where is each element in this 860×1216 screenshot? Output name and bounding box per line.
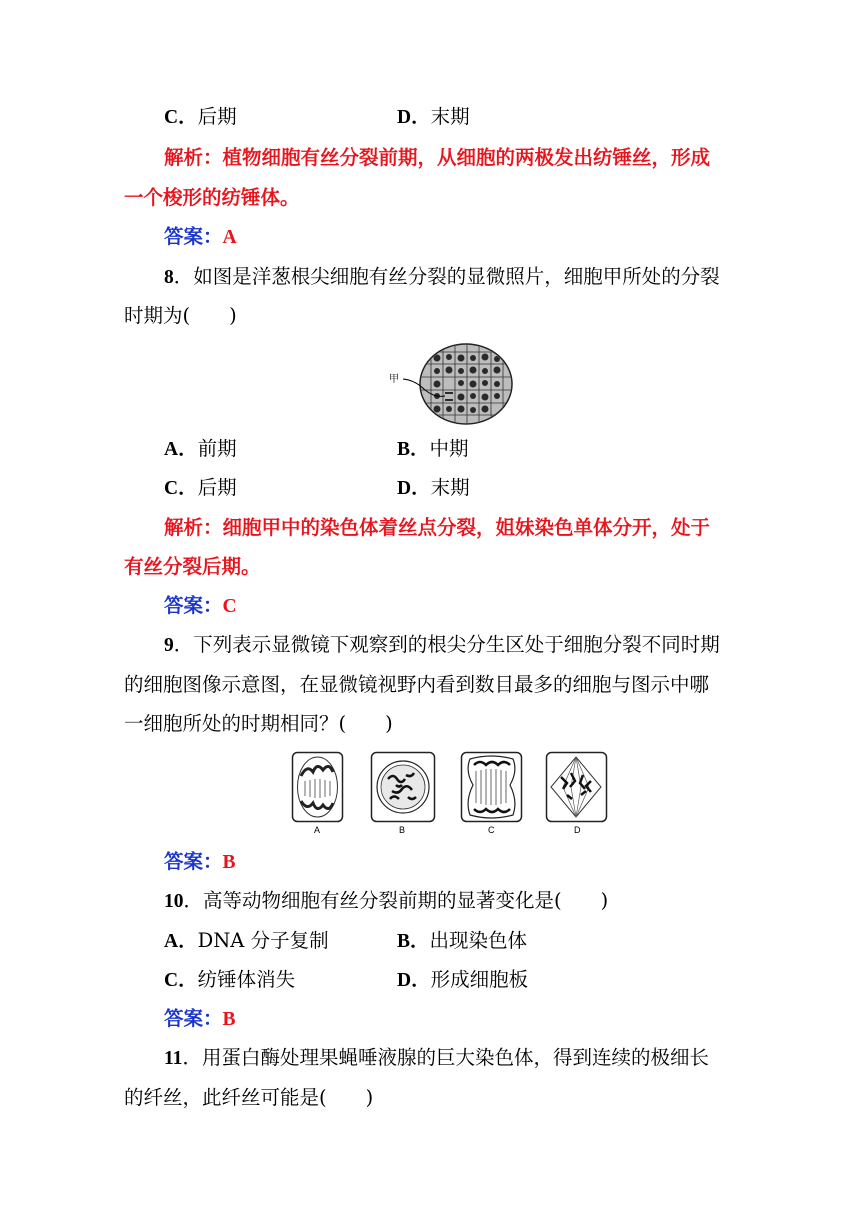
q10-answer bbox=[164, 1006, 236, 1033]
q9-stem-line2: 的细胞图像示意图，在显微镜视野内看到数目最多的细胞与图示中哪 bbox=[124, 673, 710, 696]
q8-option-d-text: 末期 bbox=[430, 476, 470, 499]
q10-option-c-text: 纺锤体消失 bbox=[197, 968, 296, 991]
q11-number: 11 bbox=[164, 1048, 183, 1069]
q10-option-d-text: 形成细胞板 bbox=[430, 968, 529, 991]
q10-answer-label: 答案： bbox=[164, 1007, 223, 1030]
q8-number: 8 bbox=[164, 267, 174, 288]
q9-figure-c-label: C bbox=[488, 825, 495, 835]
q9-stem-text1: ．下列表示显微镜下观察到的根尖分生区处于细胞分裂不同时期 bbox=[173, 633, 720, 656]
q7-analysis-text1: 植物细胞有丝分裂前期，从细胞的两极发出纺锤丝，形成 bbox=[222, 146, 711, 169]
q10-option-a-text: DNA 分子复制 bbox=[197, 929, 329, 952]
q11-stem-line1 bbox=[164, 1045, 709, 1072]
q8-option-b-text: 中期 bbox=[429, 437, 469, 460]
q10-option-b bbox=[397, 928, 527, 955]
q9-figure-b-label: B bbox=[399, 825, 406, 835]
q10-number: 10 bbox=[164, 891, 184, 912]
q8-analysis-line2: 有丝分裂后期。 bbox=[124, 555, 261, 578]
q7-option-d-letter: D． bbox=[397, 107, 431, 128]
q8-figure-label: 甲 bbox=[389, 374, 399, 385]
q9-figure-d-cell bbox=[545, 751, 608, 823]
q9-stem-line1 bbox=[164, 632, 720, 659]
q7-analysis-line1 bbox=[164, 145, 710, 171]
q11-stem-line2: 的纤丝，此纤丝可能是( ) bbox=[124, 1086, 374, 1109]
onion-root-tip-micrograph bbox=[385, 342, 515, 428]
q8-option-a-text: 前期 bbox=[197, 437, 237, 460]
q8-stem-text1: ．如图是洋葱根尖细胞有丝分裂的显微照片，细胞甲所处的分裂 bbox=[173, 265, 720, 288]
q10-option-a bbox=[164, 928, 329, 955]
q7-analysis-label: 解析： bbox=[164, 146, 223, 169]
q9-stem-line3: 一细胞所处的时期相同？( ) bbox=[124, 712, 393, 735]
q8-answer-value: C bbox=[222, 596, 237, 617]
q8-analysis-label: 解析： bbox=[164, 516, 223, 539]
q10-option-b-text: 出现染色体 bbox=[429, 929, 528, 952]
q9-figure-a-cell bbox=[291, 751, 344, 823]
q7-option-c-letter: C． bbox=[164, 107, 198, 128]
q10-option-a-letter: A． bbox=[164, 931, 198, 952]
q10-stem-text: ．高等动物细胞有丝分裂前期的显著变化是( ) bbox=[183, 889, 609, 912]
q7-answer-value: A bbox=[222, 227, 237, 248]
q9-figure-b-cell bbox=[370, 751, 436, 823]
q7-answer-label: 答案： bbox=[164, 225, 223, 248]
q9-answer-value: B bbox=[222, 852, 236, 873]
q8-option-d bbox=[397, 475, 470, 502]
q10-option-b-letter: B． bbox=[397, 931, 430, 952]
q8-analysis-text1: 细胞甲中的染色体着丝点分裂，姐妹染色单体分开，处于 bbox=[222, 516, 711, 539]
q8-option-d-letter: D． bbox=[397, 478, 431, 499]
q8-answer bbox=[164, 593, 237, 620]
q7-option-d bbox=[397, 104, 470, 131]
q8-micrograph-figure bbox=[385, 342, 515, 428]
q10-stem bbox=[164, 888, 608, 915]
q10-option-c bbox=[164, 967, 295, 994]
q7-option-c-text: 后期 bbox=[197, 105, 237, 128]
q8-stem-line1 bbox=[164, 264, 720, 291]
q9-number: 9 bbox=[164, 635, 174, 656]
q7-option-d-text: 末期 bbox=[430, 105, 470, 128]
q8-option-a bbox=[164, 436, 237, 463]
q10-answer-value: B bbox=[222, 1009, 236, 1030]
q7-analysis-line2: 一个梭形的纺锤体。 bbox=[124, 186, 300, 209]
q8-option-b-letter: B． bbox=[397, 439, 430, 460]
q8-option-c-text: 后期 bbox=[197, 476, 237, 499]
q10-option-d bbox=[397, 967, 528, 994]
q7-option-c bbox=[164, 104, 237, 131]
q8-option-c bbox=[164, 475, 237, 502]
q10-option-c-letter: C． bbox=[164, 970, 198, 991]
q7-answer bbox=[164, 224, 237, 251]
q8-option-b bbox=[397, 436, 469, 463]
q8-option-c-letter: C． bbox=[164, 478, 198, 499]
q9-figure-a-label: A bbox=[314, 825, 321, 835]
q8-analysis-line1 bbox=[164, 515, 710, 541]
q9-figure-d-label: D bbox=[574, 825, 581, 835]
q9-answer-label: 答案： bbox=[164, 850, 223, 873]
q9-answer bbox=[164, 849, 236, 876]
q9-figure-c-cell bbox=[460, 751, 523, 823]
q10-option-d-letter: D． bbox=[397, 970, 431, 991]
q8-answer-label: 答案： bbox=[164, 594, 223, 617]
q11-stem-text1: ．用蛋白酶处理果蝇唾液腺的巨大染色体，得到连续的极细长 bbox=[182, 1046, 709, 1069]
q8-option-a-letter: A． bbox=[164, 439, 198, 460]
q8-stem-line2: 时期为( ) bbox=[124, 304, 237, 327]
